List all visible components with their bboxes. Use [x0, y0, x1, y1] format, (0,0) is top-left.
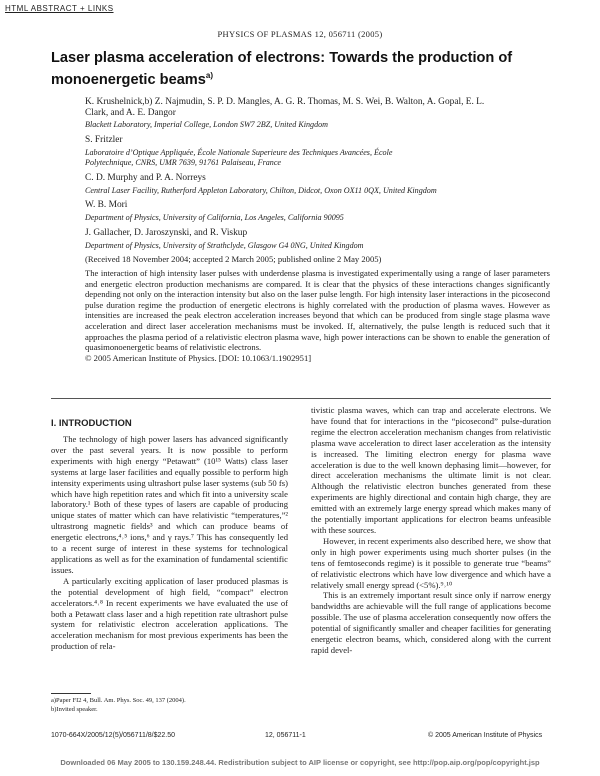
abstract [85, 268, 550, 363]
affiliation-4: Department of Physics, University of California, Los Angeles, California 90095 [85, 213, 344, 222]
received-dates: (Received 18 November 2004; accepted 2 March 2005; published online 2 May 2005) [85, 254, 382, 264]
paragraph: However, in recent experiments also described here, we show that only in high power experiments using much shorter pulses (in the tens of femtoseconds regime) is it possible to generate true “beams” of relativistic electrons which have low divergence and which have a relatively small energy spread (<5%).⁹˒¹⁰ [311, 535, 551, 590]
title-footnote-mark: a) [205, 71, 214, 80]
footer-issn: 1070-664X/2005/12(5)/056711/8/$22.50 [51, 732, 176, 739]
footnote-rule [51, 693, 91, 694]
download-notice: Downloaded 06 May 2005 to 130.159.248.44. Redistribution subject to AIP license or copyright, see http://pop.aip.org/pop/copyright.jsp [60, 758, 540, 767]
footnote-1: a)Paper FI2 4, Bull. Am. Phys. Soc. 49, 137 (2004). [51, 697, 186, 704]
footnote-2: b)Invited speaker. [51, 706, 98, 713]
paragraph: A particularly exciting application of laser produced plasmas is the potential development of high field, “compact” electron accelerators.⁴˒⁸ In recent experiments we have evaluated the use of both a Petawatt class laser and a high repetition rate ultrashort pulse system for relativistic electron acceleration applications. The acceleration mechanism for most previous experiments has been the production of rela- [51, 575, 288, 652]
paper-title [51, 50, 551, 89]
affiliation-1: Blackett Laboratory, Imperial College, London SW7 2BZ, United Kingdom [85, 120, 329, 129]
abstract-copyright: © 2005 American Institute of Physics. [DOI: 10.1063/1.1902951] [85, 352, 312, 363]
affiliation-2: Laboratoire d’Optique Appliquée, École Nationale Superieure des Techniques Avancées, École Polytechnique, CNRS, UMR 7639, 91761 Palaiseau, France [85, 148, 393, 167]
author-group-5: J. Gallacher, D. Jaroszynski, and R. Viskup [85, 228, 248, 238]
abstract-text: The interaction of high intensity laser pulses with underdense plasma is investigated experimentally using a range of laser parameters and energetic electron production mechanisms are compared. It is clear that the physics of these interactions changes significantly depending not only on the interaction intensity but also on the laser pulse length. For high intensity laser interactions in the picosecond pulse duration regime the production of energetic electrons is highly correlated with the production of plasma waves. However as intensities are increased the peak electron acceleration increases beyond that which can be produced from single stage plasma wave acceleration and direct laser acceleration mechanisms must be invoked. If, alternatively, the pulse length is reduced such that it approaches the plasma period of a relativistic electron plasma wave, high power interactions can be shown to enable the generation of quasimonoenergetic beams of relativistic electrons. [85, 268, 550, 353]
paragraph: The technology of high power lasers has advanced significantly over the past several years. It is now possible to perform experiments with high energy “Petawatt” (10¹⁵ Watts) class laser systems at large laser facilities and equally possible to perform high intensity experiments using ultrashort pulse laser systems (sub 50 fs) which have high repetition rates and which fit into a university scale laboratory.¹ Both of these types of lasers are capable of producing unique states of matter which can have relativistic “temperatures,”² ultrastrong magnetic fields³ and which can produce beams of energetic electrons,⁴˒⁵ ions,⁶ and γ rays.⁷ This has consequently led to a recent surge of interest in these systems for technological applications as well as for the examination of fundamental scientific issues. [51, 434, 288, 575]
right-column [311, 405, 551, 656]
paragraph: tivistic plasma waves, which can trap and accelerate electrons. We have found that for interactions in the “picosecond” pulse-duration regime the electron acceleration mechanism changes from relativistic plasma wave acceleration to direct laser acceleration as the intensity is increased. The limiting electron energy for plasma wave acceleration is due to the well known dephasing limit—however, for direct acceleration mechanisms the ultimate limit is not clear. Although the relativistic electron bunches generated from these experiments are highly directional and contain high charge, they are emitted with an extremely large energy spread which makes many of the potentially important applications for electron beams unfeasible with these sources. [311, 405, 551, 535]
html-abstract-link[interactable]: HTML ABSTRACT + LINKS [5, 4, 114, 13]
affiliation-3: Central Laser Facility, Rutherford Appleton Laboratory, Chilton, Didcot, Oxon OX11 0QX, United Kingdom [85, 186, 437, 195]
footer-page-number: 12, 056711-1 [265, 732, 306, 739]
left-column [51, 434, 288, 652]
author-group-1: K. Krushelnick,b) Z. Najmudin, S. P. D. Mangles, A. G. R. Thomas, M. S. Wei, B. Walton, A. Gopal, E. L. Clark, and A. E. Dangor [85, 97, 485, 118]
paragraph: This is an extremely important result since only if narrow energy bandwidths are achievable will the full range of applications become possible. The use of plasma acceleration consequently now offers the potential of significantly smaller and cheaper facilities for generating energetic electron beams, which, considered along with the current rapid devel- [311, 590, 551, 655]
author-group-3: C. D. Murphy and P. A. Norreys [85, 173, 206, 183]
section-heading: I. INTRODUCTION [51, 418, 132, 429]
author-group-2: S. Fritzler [85, 135, 123, 145]
footer-copyright: © 2005 American Institute of Physics [428, 732, 543, 739]
journal-header: PHYSICS OF PLASMAS 12, 056711 (2005) [217, 29, 383, 39]
affiliation-5: Department of Physics, University of Strathclyde, Glasgow G4 0NG, United Kingdom [85, 241, 364, 250]
title-text: Laser plasma acceleration of electrons: Towards the production of monoenergetic beams [51, 50, 513, 88]
author-group-4: W. B. Mori [85, 200, 128, 210]
divider [51, 398, 551, 399]
